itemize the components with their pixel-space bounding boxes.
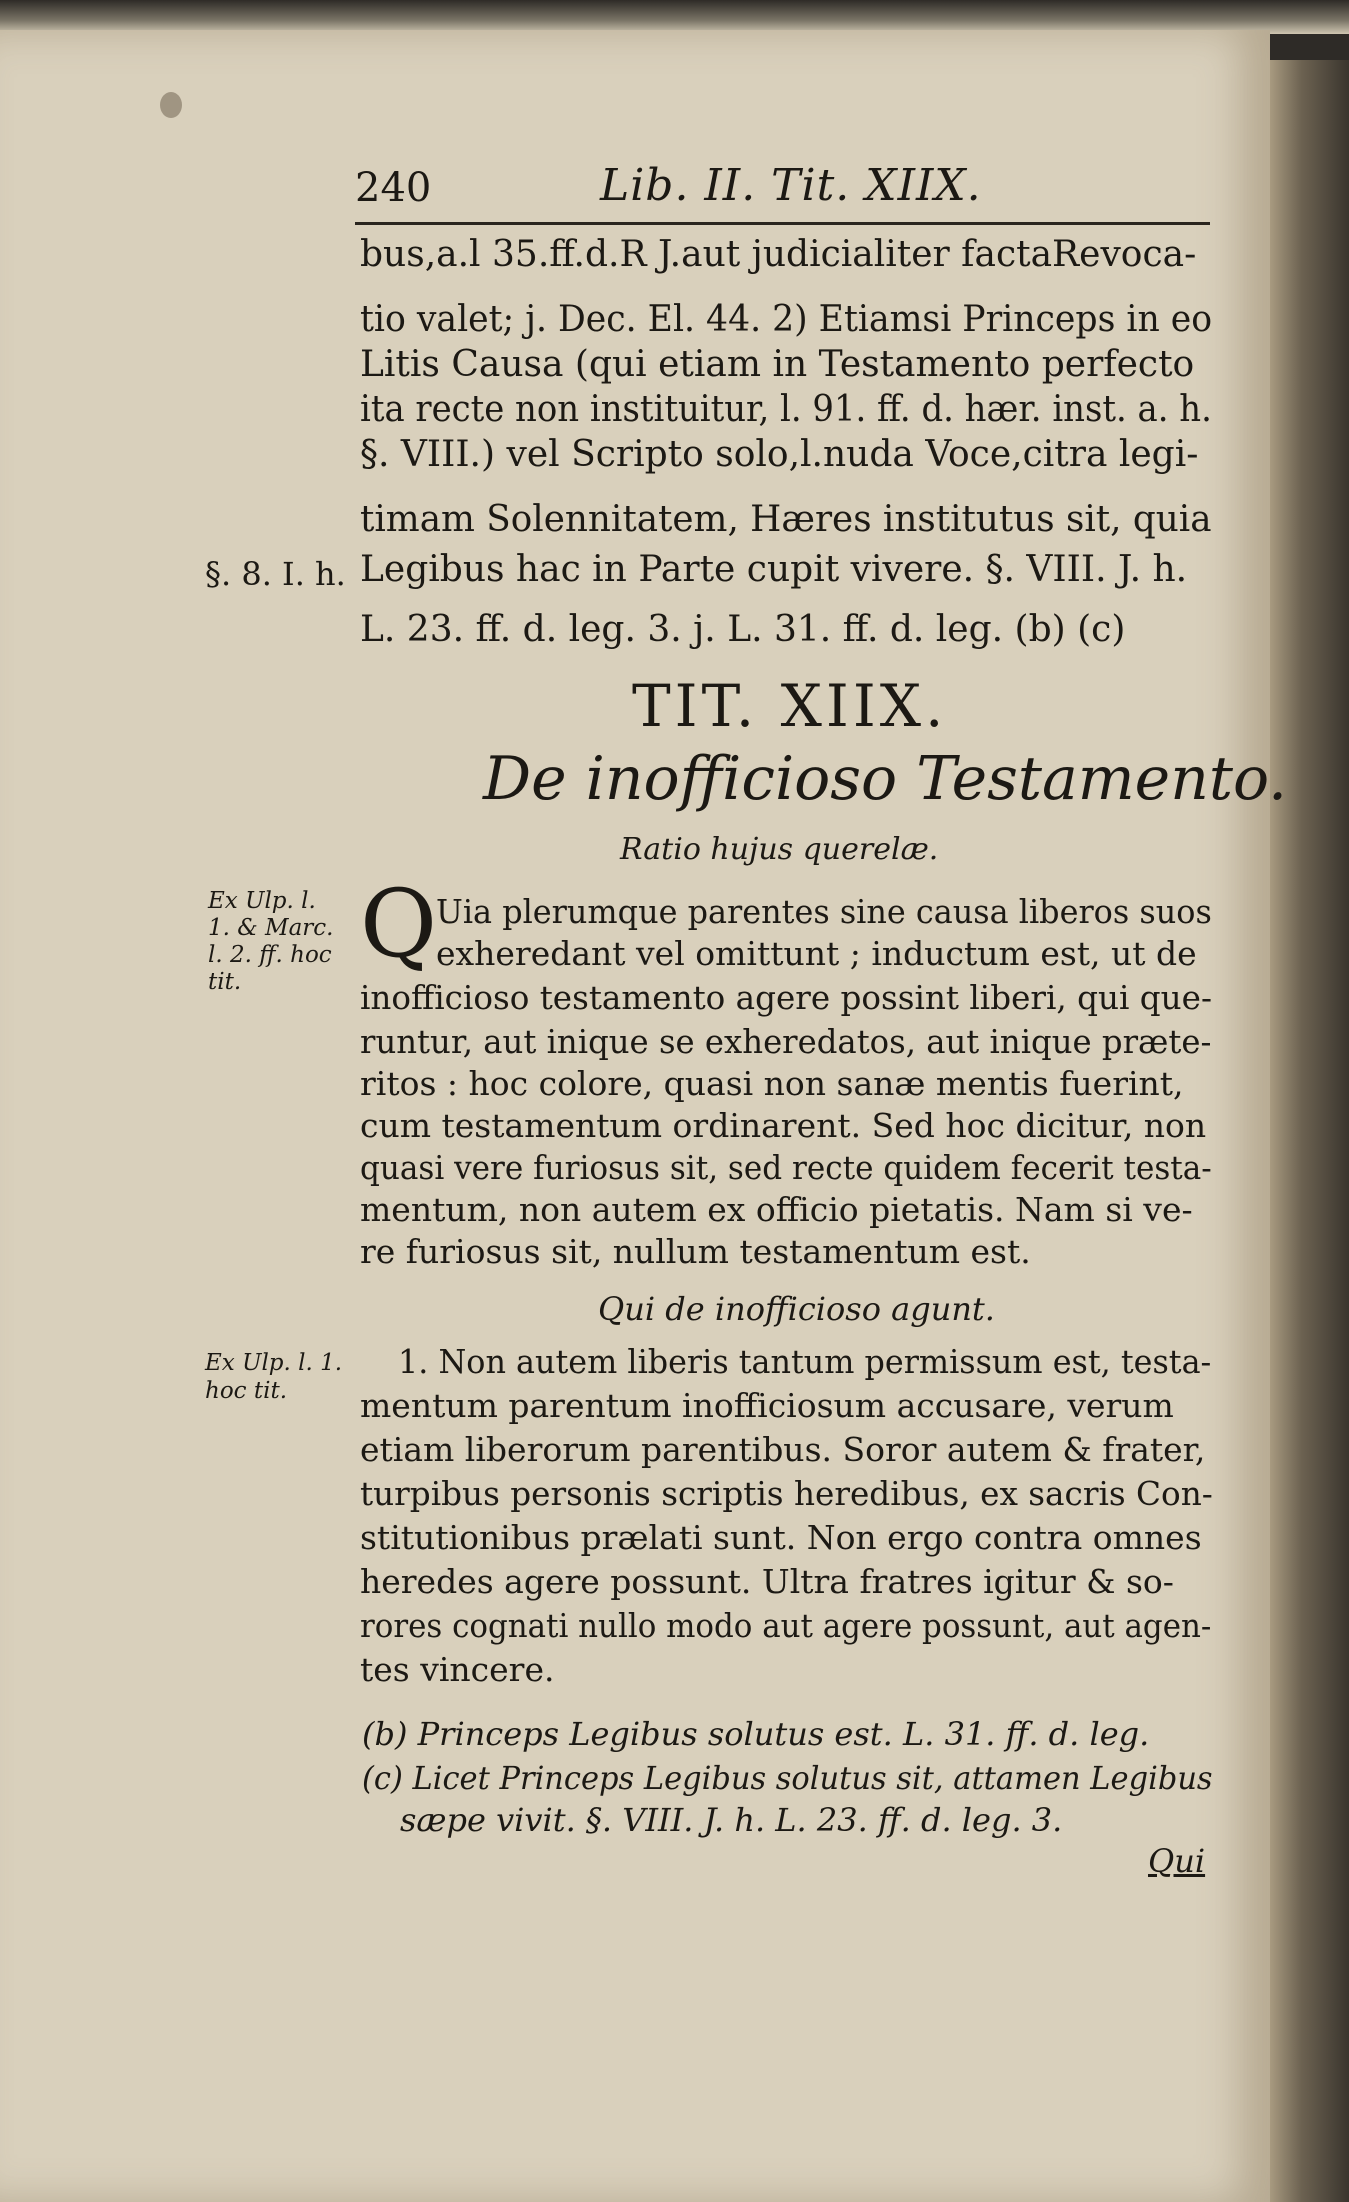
text-line: rores cognati nullo modo aut agere possunt, aut agen- [360,1606,1212,1645]
text-line: stitutionibus prælati sunt. Non ergo contra omnes [360,1518,1202,1557]
footnote-line: sæpe vivit. §. VIII. J. h. L. 23. ff. d. leg. 3. [400,1801,1063,1839]
text-line: Uia plerumque parentes sine causa liberos suos [436,892,1212,931]
title-heading: TIT. XIIX. [632,672,948,740]
text-line: exheredant vel omittunt ; inductum est, ut de [436,934,1197,973]
text-line: Legibus hac in Parte cupit vivere. §. VIII. J. h. [360,549,1188,590]
title-subheading: De inofficioso Testamento. [483,744,1288,814]
text-line: turpibus personis scriptis heredibus, ex sacris Con- [360,1474,1213,1513]
text-line: cum testamentum ordinarent. Sed hoc dicitur, non [360,1106,1207,1145]
text-line: Litis Causa (qui etiam in Testamento perfecto [360,344,1195,385]
text-line: ritos : hoc colore, quasi non sanæ mentis fuerint, [360,1064,1184,1103]
text-line: ita recte non instituitur, l. 91. ff. d. hær. inst. a. h. [360,389,1212,430]
text-line: L. 23. ff. d. leg. 3. j. L. 31. ff. d. leg. (b) (c) [360,609,1126,650]
catchword: Qui [1148,1842,1206,1880]
header-rule [355,222,1210,225]
section-heading: Ratio hujus querelæ. [620,832,939,867]
ink-stain [160,92,182,118]
margin-note-line: tit. [208,969,242,995]
text-line: tes vincere. [360,1650,555,1689]
footnote-line: (c) Licet Princeps Legibus solutus sit, attamen Legibus [362,1759,1213,1797]
text-line: quasi vere furiosus sit, sed recte quidem fecerit testa- [360,1148,1212,1187]
text-line: 1. Non autem liberis tantum permissum est, testa- [398,1342,1212,1381]
text-line: mentum parentum inofficiosum accusare, verum [360,1386,1174,1425]
text-line: heredes agere possunt. Ultra fratres igitur & so- [360,1562,1174,1601]
margin-note-line: hoc tit. [205,1378,288,1404]
text-line: runtur, aut inique se exheredatos, aut inique præte- [360,1022,1212,1061]
text-line: timam Solennitatem, Hæres institutus sit, quia [360,499,1212,540]
footnote-line: (b) Princeps Legibus solutus est. L. 31. ff. d. leg. [362,1715,1150,1753]
text-line: inofficioso testamento agere possint liberi, qui que- [360,978,1212,1017]
section-heading: Qui de inofficioso agunt. [598,1290,995,1328]
text-line: §. VIII.) vel Scripto solo,l.nuda Voce,citra legi- [360,434,1199,475]
margin-note-line: 1. & Marc. [208,915,334,941]
drop-capital: Q [360,870,438,979]
text-line: etiam liberorum parentibus. Soror autem & frater, [360,1430,1206,1469]
text-line: bus,a.l 35.ff.d.R J.aut judicialiter factaRevoca- [360,234,1197,275]
text-line: mentum, non autem ex officio pietatis. Nam si ve- [360,1190,1193,1229]
page-number: 240 [355,165,432,211]
running-title: Lib. II. Tit. XIIX. [600,160,982,211]
margin-reference: §. 8. I. h. [205,555,346,593]
margin-note-line: l. 2. ff. hoc [208,942,332,968]
text-line: tio valet; j. Dec. El. 44. 2) Etiamsi Princeps in eo [360,299,1213,340]
page-gutter-edge [1270,60,1349,2202]
text-line: re furiosus sit, nullum testamentum est. [360,1232,1031,1271]
margin-note-line: Ex Ulp. l. [208,888,316,914]
book-top-edge [0,0,1349,34]
margin-note-line: Ex Ulp. l. 1. [205,1350,343,1376]
